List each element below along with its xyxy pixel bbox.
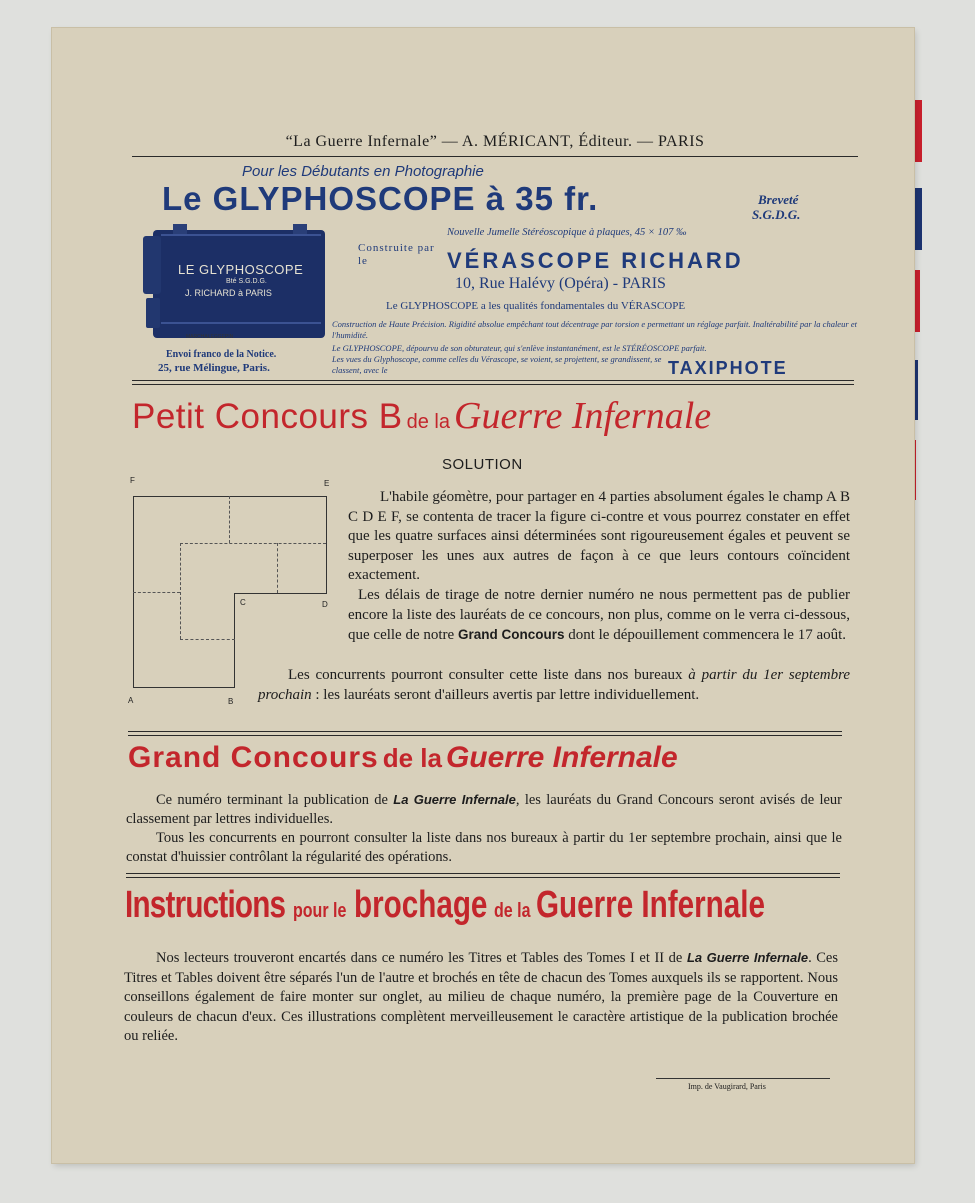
solution-heading: SOLUTION: [442, 456, 523, 473]
section-rule: [128, 731, 842, 736]
grand-p1-c: , les lauréats du Grand Concours seront avisés de leur classement par lettres individuelles.: [126, 792, 843, 827]
header-rule: [132, 156, 858, 157]
imprint: Imp. de Vaugirard, Paris: [688, 1082, 766, 1091]
grand-title-c: Guerre Infernale: [445, 741, 678, 774]
instr-t3: brochage: [354, 884, 488, 926]
instructions-title: [125, 884, 829, 927]
petit-title-c: Guerre Infernale: [454, 395, 712, 437]
ad-kicker: Pour les Débutants en Photographie: [242, 163, 484, 180]
ad-subtitle: Nouvelle Jumelle Stéréoscopique à plaques, 45 × 107 ‰: [447, 227, 687, 238]
ad-address: 10, Rue Halévy (Opéra) - PARIS: [455, 275, 666, 292]
grand-title-a: Grand Concours: [128, 741, 379, 774]
section-rule: [132, 380, 854, 385]
ad-fine-2: Le GLYPHOSCOPE, dépourvu de son obturateur, qui s'enlève instantanément, est le STÉRÉOSCOPE parfait.: [332, 343, 707, 353]
instr-t2: pour le: [292, 900, 347, 922]
ad-qualities: Le GLYPHOSCOPE a les qualités fondamentales du VÉRASCOPE: [386, 300, 686, 312]
section-rule: [126, 873, 840, 878]
grand-concours-title: [128, 741, 678, 775]
camera-label-2: Bté S.G.D.G.: [226, 278, 267, 285]
ad-maker: VÉRASCOPE RICHARD: [447, 248, 744, 273]
petit-paragraph-3: [258, 666, 850, 705]
fig-label-c: C: [240, 598, 246, 607]
petit-title-a: Petit Concours B: [132, 397, 403, 436]
fig-label-f: F: [130, 476, 135, 485]
fig-label-d: D: [322, 600, 328, 609]
grand-p1-a: Ce numéro terminant la publication de: [156, 792, 388, 808]
ad-built-by: Construite par le: [358, 242, 435, 267]
ad-fine-1: Construction de Haute Précision. Rigidité absolue empêchant tout décentrage par torsion e permettant un réglage parfait. Inaltérabilité par la chaleur et l'humidité.: [332, 319, 857, 340]
fig-label-e: E: [324, 479, 330, 488]
petit-p2-b: Grand Concours: [457, 627, 565, 642]
grand-title-b: de la: [382, 743, 442, 773]
instr-t4: de la: [493, 900, 531, 922]
ad-patent-2: S.G.D.G.: [752, 207, 801, 222]
instr-p-b: La Guerre Infernale: [686, 950, 809, 965]
petit-paragraph-2-top: [348, 586, 850, 646]
publisher-header: “La Guerre Infernale” — A. MÉRICANT, Éditeur. — PARIS: [285, 133, 705, 150]
camera-label-3: J. RICHARD à PARIS: [185, 288, 272, 298]
petit-p3-c: : les lauréats seront d'ailleurs avertis par lettre individuellement.: [315, 686, 700, 703]
petit-p3-a: Les concurrents pourront consulter cette liste dans nos bureaux: [288, 667, 683, 683]
grand-paragraph-1: [126, 790, 842, 829]
petit-p3-b: à partir du 1er septembre prochain: [258, 667, 851, 703]
petit-concours-title: [132, 394, 856, 438]
petit-paragraph-1: L'habile géomètre, pour partager en 4 parties absolument égales le champ A B C D E F, se contenta de tracer la figure ci-contre et vous pourrez constater en effet que les quatre surfaces ainsi déterminées sont rigoureusement égales et peuvent se superposer les unes aux autres de façon à ce que leurs contours coïncident exactement.: [348, 489, 850, 583]
camera-caption: MARCHALEGGEPIN: [186, 334, 234, 340]
grand-p1-b: La Guerre Infernale: [393, 792, 516, 807]
ad-taxiphote: TAXIPHOTE: [668, 358, 788, 378]
petit-p2-a: Les délais de tirage de notre dernier numéro ne nous permettent pas de publier encore la liste des lauréats de ce concours, non plus, comme on le verra ci-dessous, que celle de notre: [348, 587, 850, 643]
instr-p-c: . Ces Titres et Tables doivent être séparés l'un de l'autre et brochés en tête de chacun des Tomes auxquels ils se rapportent. Nous conseillons également de faire monter sur onglet, au milieu de chaque numéro, la première page de la Couverture en couleurs de chacun d'eux. Ces illustrations complètent merveilleusement le caractère artistique de la publication brochée ou reliée.: [124, 950, 839, 1044]
ad-notice-1: Envoi franco de la Notice.: [166, 349, 277, 360]
fig-label-b: B: [228, 697, 234, 706]
ad-patent-1: Breveté: [758, 192, 799, 207]
petit-title-b: de la: [406, 411, 450, 433]
fig-label-a: A: [128, 696, 134, 705]
instr-t5: Guerre Infernale: [535, 884, 765, 926]
petit-p2-c: dont le dépouillement commencera le 17 août.: [568, 627, 847, 643]
instructions-paragraph: [124, 948, 838, 1047]
grand-paragraph-2: Tous les concurrents en pourront consulter la liste dans nos bureaux à partir du 1er septembre prochain, ainsi que le constat d'huissier contrôlant la régularité des opérations.: [126, 830, 842, 865]
ad-notice-2: 25, rue Mélingue, Paris.: [158, 362, 270, 374]
ad-title: Le GLYPHOSCOPE à 35 fr.: [162, 180, 599, 217]
instr-t1: Instructions: [125, 884, 286, 926]
imprint-rule: [656, 1078, 830, 1079]
camera-label-1: LE GLYPHOSCOPE: [178, 262, 304, 277]
ad-fine-3: Les vues du Glyphoscope, comme celles du Vérascope, se voient, se projettent, se grandissent, se classent, avec le: [332, 354, 662, 375]
instr-p-a: Nos lecteurs trouveront encartés dans ce numéro les Titres et Tables des Tomes I et II de: [156, 950, 683, 966]
